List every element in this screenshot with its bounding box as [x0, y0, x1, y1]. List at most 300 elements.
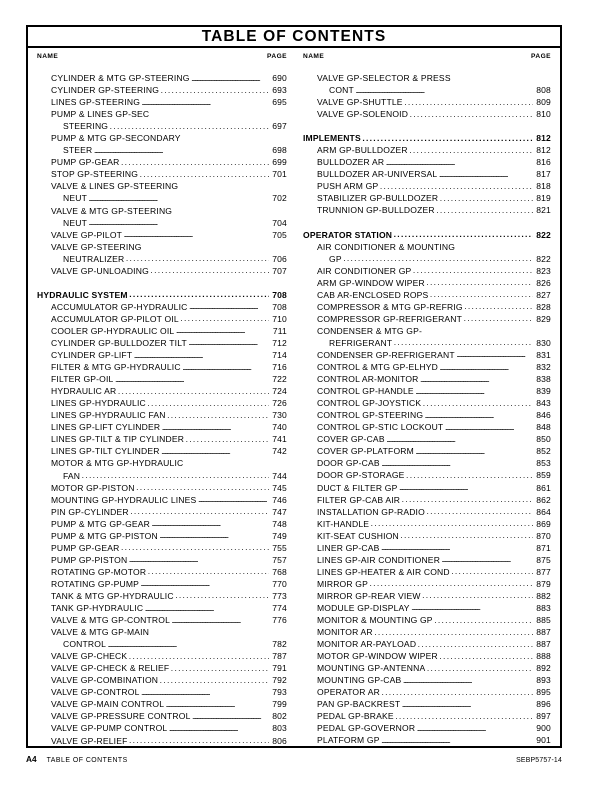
toc-entry-label: DUCT & FILTER GP [317, 482, 398, 493]
toc-leader-dots [430, 288, 533, 300]
toc-entry[interactable] [303, 108, 551, 120]
toc-entry[interactable] [37, 108, 287, 120]
toc-leader-dots [456, 348, 532, 360]
toc-entry[interactable] [303, 277, 551, 289]
toc-leader-dots [427, 662, 533, 674]
toc-leader-dots [417, 722, 533, 734]
toc-leader-dots [110, 120, 269, 132]
toc-entry[interactable] [37, 349, 287, 361]
toc-entry-page-number: 746 [272, 494, 287, 505]
toc-column-left [28, 48, 294, 747]
toc-leader-dots [343, 252, 532, 264]
toc-entry[interactable] [303, 241, 551, 253]
toc-entry-page-number: 742 [272, 446, 287, 457]
toc-leader-dots [124, 228, 269, 240]
toc-entry-label: CONTROL AR-MONITOR [317, 374, 419, 385]
toc-entry-label: LINES GP-HEATER & AIR COND [317, 566, 450, 577]
toc-entry[interactable] [303, 289, 551, 301]
toc-entry[interactable] [37, 168, 287, 180]
page-title: TABLE OF CONTENTS [201, 27, 387, 45]
toc-entry-page-number: 704 [272, 217, 287, 228]
toc-entry-label: OPERATOR STATION [303, 229, 393, 240]
toc-entry-page-number: 802 [272, 711, 287, 722]
toc-entry[interactable] [37, 433, 287, 445]
toc-entry[interactable] [303, 590, 551, 602]
toc-entry[interactable] [37, 205, 287, 217]
toc-entry[interactable] [37, 385, 287, 397]
toc-entry[interactable] [37, 361, 287, 373]
toc-entry-label: CONTROL GP-STEERING [317, 410, 424, 421]
toc-entry[interactable] [37, 192, 287, 204]
toc-leader-dots [380, 180, 533, 192]
toc-entry[interactable] [303, 542, 551, 554]
toc-entry-label: VALVE GP-PRESSURE CONTROL [51, 711, 191, 722]
toc-leader-dots [411, 601, 532, 613]
toc-leader-dots [130, 505, 268, 517]
toc-entry[interactable] [37, 530, 287, 542]
toc-leader-dots [126, 252, 269, 264]
toc-leader-dots [167, 409, 268, 421]
toc-entry[interactable] [37, 735, 287, 747]
toc-entry-page-number: 870 [536, 530, 551, 541]
toc-entry[interactable] [303, 421, 551, 433]
toc-entry-page-number: 701 [272, 169, 287, 180]
toc-entry[interactable] [303, 156, 551, 168]
page-title-bar [28, 27, 560, 48]
toc-entry[interactable] [37, 710, 287, 722]
toc-entry[interactable] [37, 482, 287, 494]
toc-entry-page-number: 714 [272, 350, 287, 361]
toc-entry-page-number: 787 [272, 651, 287, 662]
toc-entry-page-number: 826 [536, 277, 551, 288]
toc-leader-dots [394, 336, 533, 348]
toc-entry-page-number: 745 [272, 482, 287, 493]
toc-entry-page-number: 838 [536, 374, 551, 385]
toc-section-heading[interactable] [37, 289, 287, 301]
toc-entry[interactable] [37, 132, 287, 144]
toc-entry-label: MOUNTING GP-CAB [317, 675, 402, 686]
toc-entry[interactable] [303, 313, 551, 325]
toc-entry-label: CYLINDER GP-STEERING [51, 85, 160, 96]
toc-leader-dots [418, 638, 533, 650]
toc-leader-dots [89, 216, 269, 228]
toc-entry-label: PUMP & MTG GP-GEAR [51, 518, 151, 529]
toc-entry-label: DOOR GP-CAB [317, 458, 380, 469]
toc-entry[interactable] [303, 337, 551, 349]
toc-entry-page-number: 810 [536, 109, 551, 120]
toc-entry-label: NEUTRALIZER [63, 253, 125, 264]
toc-section-heading[interactable] [303, 132, 551, 144]
toc-entry-label: VALVE & LINES GP-STEERING [51, 181, 179, 192]
toc-leader-dots [362, 132, 532, 144]
toc-entry[interactable] [303, 349, 551, 361]
toc-entry-page-number: 710 [272, 313, 287, 324]
toc-entry[interactable] [37, 96, 287, 108]
toc-entry[interactable] [303, 72, 551, 84]
toc-entry[interactable] [303, 301, 551, 313]
toc-entry[interactable] [303, 482, 551, 494]
toc-entry-label: MONITOR & MOUNTING GP [317, 615, 433, 626]
toc-leader-dots [464, 312, 533, 324]
toc-entry-page-number: 695 [272, 97, 287, 108]
toc-entry[interactable] [37, 686, 287, 698]
toc-entry[interactable] [37, 313, 287, 325]
toc-entry-page-number: 832 [536, 362, 551, 373]
toc-entry[interactable] [37, 638, 287, 650]
toc-entry-page-number: 803 [272, 723, 287, 734]
toc-entry[interactable] [37, 144, 287, 156]
toc-entry[interactable] [303, 638, 551, 650]
toc-entry[interactable] [303, 530, 551, 542]
toc-entry[interactable] [37, 156, 287, 168]
toc-entry[interactable] [303, 698, 551, 710]
toc-leader-dots [386, 433, 532, 445]
toc-entry-page-number: 747 [272, 506, 287, 517]
toc-entry-page-number: 722 [272, 374, 287, 385]
toc-entry-label: PAN GP-BACKREST [317, 699, 401, 710]
toc-entry[interactable] [37, 229, 287, 241]
toc-leader-dots [166, 698, 269, 710]
toc-entry-page-number: 708 [272, 289, 287, 300]
toc-entry-page-number: 901 [536, 735, 551, 746]
toc-entry[interactable] [37, 120, 287, 132]
toc-entry[interactable] [303, 397, 551, 409]
toc-leader-dots [171, 662, 269, 674]
toc-entry-page-number: 828 [536, 301, 551, 312]
toc-leader-dots [191, 72, 268, 84]
toc-entry[interactable] [37, 421, 287, 433]
toc-entry[interactable] [303, 373, 551, 385]
toc-leader-dots [189, 300, 269, 312]
toc-entry[interactable] [37, 626, 287, 638]
toc-entry-page-number: 848 [536, 422, 551, 433]
toc-entry-label: TANK GP-HYDRAULIC [51, 603, 144, 614]
toc-leader-dots [445, 421, 533, 433]
toc-leader-dots [402, 698, 533, 710]
toc-leader-dots [374, 626, 532, 638]
toc-entry-page-number: 846 [536, 410, 551, 421]
toc-leader-dots [89, 192, 269, 204]
toc-entry[interactable] [303, 144, 551, 156]
toc-entry[interactable] [37, 217, 287, 229]
toc-entry[interactable] [303, 722, 551, 734]
toc-entry[interactable] [303, 662, 551, 674]
toc-leader-dots [426, 276, 532, 288]
column-header-page: PAGE [531, 53, 551, 60]
toc-entry[interactable] [37, 397, 287, 409]
toc-entry-label: AIR CONDITIONER GP [317, 265, 412, 276]
toc-entry-label: MOTOR GP-WINDOW WIPER [317, 651, 438, 662]
toc-entry-page-number: 859 [536, 470, 551, 481]
toc-leader-dots [198, 493, 269, 505]
toc-entry[interactable] [37, 180, 287, 192]
toc-entry-page-number: 817 [536, 169, 551, 180]
toc-entry-label: FAN [63, 470, 81, 481]
toc-entry-page-number: 812 [536, 133, 551, 144]
toc-entry[interactable] [37, 578, 287, 590]
toc-leader-dots [451, 565, 532, 577]
toc-leader-dots [381, 457, 532, 469]
toc-entry-label: LINER GP-CAB [317, 542, 380, 553]
toc-entry-label: ARM GP-WINDOW WIPER [317, 277, 425, 288]
toc-entry-label: MOUNTING GP-HYDRAULIC LINES [51, 494, 197, 505]
toc-entry[interactable] [303, 253, 551, 265]
toc-entry[interactable] [37, 373, 287, 385]
toc-entry-page-number: 888 [536, 651, 551, 662]
toc-entry[interactable] [37, 674, 287, 686]
toc-entry-page-number: 768 [272, 566, 287, 577]
toc-entry[interactable] [37, 337, 287, 349]
toc-entry-page-number: 869 [536, 518, 551, 529]
toc-entry-label: HYDRAULIC SYSTEM [37, 289, 128, 300]
toc-entry[interactable] [303, 469, 551, 481]
toc-leader-dots [172, 614, 269, 626]
toc-entry-label: MIRROR GP-REAR VIEW [317, 590, 421, 601]
toc-entry[interactable] [303, 84, 551, 96]
toc-entry-page-number: 816 [536, 157, 551, 168]
toc-entry-page-number: 875 [536, 554, 551, 565]
toc-entry-label: CONDENSER & MTG GP- [317, 325, 423, 336]
toc-entry-page-number: 716 [272, 362, 287, 373]
toc-entry[interactable] [37, 494, 287, 506]
toc-leader-dots [423, 397, 533, 409]
toc-leader-dots [409, 144, 532, 156]
toc-entry[interactable] [37, 325, 287, 337]
toc-entry[interactable] [37, 470, 287, 482]
toc-entry-page-number: 812 [536, 145, 551, 156]
toc-leader-dots [440, 192, 533, 204]
toc-entry-page-number: 862 [536, 494, 551, 505]
toc-entry-page-number: 827 [536, 289, 551, 300]
toc-entry[interactable] [303, 204, 551, 216]
toc-entry-label: PUSH ARM GP [317, 181, 379, 192]
toc-entry-label: TANK & MTG GP-HYDRAULIC [51, 590, 174, 601]
toc-entry-label: COMPRESSOR & MTG GP-REFRIG [317, 301, 463, 312]
toc-entry[interactable] [303, 325, 551, 337]
toc-entry[interactable] [37, 722, 287, 734]
toc-entry-page-number: 711 [272, 325, 287, 336]
toc-entry-page-number: 730 [272, 410, 287, 421]
toc-leader-dots [406, 469, 532, 481]
toc-entry-label: ROTATING GP-PUMP [51, 578, 140, 589]
footer-document-title: TABLE OF CONTENTS [46, 757, 128, 764]
toc-entry-label: MOUNTING GP-ANTENNA [317, 663, 426, 674]
toc-leader-dots [140, 168, 269, 180]
toc-entry-page-number: 776 [272, 615, 287, 626]
toc-leader-dots [188, 336, 268, 348]
toc-entry-label: VALVE GP-SELECTOR & PRESS [317, 73, 451, 83]
toc-entry-page-number: 755 [272, 542, 287, 553]
toc-entry-page-number: 749 [272, 530, 287, 541]
toc-entry[interactable] [37, 301, 287, 313]
toc-entry[interactable] [303, 361, 551, 373]
toc-entry-page-number: 883 [536, 602, 551, 613]
toc-entry[interactable] [303, 602, 551, 614]
toc-entry[interactable] [303, 457, 551, 469]
toc-entry-label: FILTER & MTG GP-HYDRAULIC [51, 362, 181, 373]
toc-entry-page-number: 850 [536, 434, 551, 445]
toc-entry-page-number: 843 [536, 398, 551, 409]
toc-entry[interactable] [37, 566, 287, 578]
toc-entry-page-number: 829 [536, 313, 551, 324]
toc-entry-label: COOLER GP-HYDRAULIC OIL [51, 325, 175, 336]
toc-entry-label: MONITOR AR-PAYLOAD [317, 639, 417, 650]
toc-entry[interactable] [303, 385, 551, 397]
table-of-contents-frame [26, 25, 562, 748]
toc-entry[interactable] [303, 506, 551, 518]
toc-entry-label: PUMP & LINES GP-SEC [51, 109, 150, 120]
toc-entry[interactable] [303, 554, 551, 566]
toc-entry-label: STOP GP-STEERING [51, 169, 139, 180]
toc-entry[interactable] [303, 265, 551, 277]
toc-entry[interactable] [303, 445, 551, 457]
toc-entry[interactable] [37, 409, 287, 421]
toc-entry-label: IMPLEMENTS [303, 133, 361, 144]
toc-entry[interactable] [303, 578, 551, 590]
toc-entry[interactable] [37, 445, 287, 457]
toc-entry[interactable] [303, 674, 551, 686]
toc-entry-label: ARM GP-BULLDOZER [317, 145, 408, 156]
toc-leader-dots [436, 204, 532, 216]
toc-leader-dots [148, 565, 269, 577]
toc-entry-page-number: 897 [536, 711, 551, 722]
toc-entry-page-number: 871 [536, 542, 551, 553]
toc-entry-label: MONITOR AR [317, 627, 373, 638]
toc-entry-page-number: 808 [536, 85, 551, 96]
toc-entry[interactable] [303, 686, 551, 698]
toc-entry[interactable] [37, 590, 287, 602]
toc-entry-label: CONTROL [63, 639, 107, 650]
toc-leader-dots [118, 385, 269, 397]
toc-entry-page-number: 707 [272, 265, 287, 276]
toc-leader-dots [434, 614, 532, 626]
toc-leader-dots [162, 421, 269, 433]
toc-entry[interactable] [37, 84, 287, 96]
toc-entry[interactable] [303, 650, 551, 662]
toc-entry[interactable] [303, 626, 551, 638]
toc-entry-label: DOOR GP-STORAGE [317, 470, 405, 481]
toc-entry[interactable] [37, 662, 287, 674]
toc-entry[interactable] [303, 192, 551, 204]
toc-entry-label: LINES GP-TILT & TIP CYLINDER [51, 434, 185, 445]
toc-entry[interactable] [303, 734, 551, 746]
toc-entry[interactable] [303, 168, 551, 180]
toc-leader-dots [161, 84, 269, 96]
toc-entry-label: CYLINDER GP-LIFT [51, 350, 133, 361]
toc-leader-dots [121, 156, 269, 168]
toc-entry-label: CONTROL GP-HANDLE [317, 386, 414, 397]
toc-entry-label: MODULE GP-DISPLAY [317, 602, 410, 613]
toc-entry-label: VALVE GP-MAIN CONTROL [51, 699, 165, 710]
toc-leader-dots [108, 638, 269, 650]
toc-entry[interactable] [37, 518, 287, 530]
toc-entry-label: FILTER GP-CAB AIR [317, 494, 401, 505]
toc-entry-page-number: 782 [272, 639, 287, 650]
toc-entry[interactable] [37, 506, 287, 518]
toc-leader-dots [425, 409, 533, 421]
toc-entry[interactable] [37, 614, 287, 626]
toc-entry-label: MOTOR & MTG GP-HYDRAULIC [51, 458, 184, 469]
toc-entry-list-right [303, 72, 551, 747]
toc-leader-dots [129, 288, 268, 300]
toc-leader-dots [395, 710, 532, 722]
toc-entry[interactable] [303, 614, 551, 626]
toc-entry-label: PLATFORM GP [317, 735, 380, 746]
toc-entry-label: PEDAL GP-BRAKE [317, 711, 394, 722]
toc-entry-page-number: 726 [272, 398, 287, 409]
toc-entry-label: ACCUMULATOR GP-HYDRAULIC [51, 301, 188, 312]
toc-leader-dots [399, 481, 533, 493]
toc-leader-dots [192, 710, 268, 722]
toc-entry-page-number: 770 [272, 578, 287, 589]
toc-entry-label: CAB AR-ENCLOSED ROPS [317, 289, 429, 300]
toc-entry[interactable] [303, 409, 551, 421]
column-header-left [37, 53, 287, 60]
toc-leader-dots [145, 602, 269, 614]
toc-entry-label: CYLINDER GP-BULLDOZER TILT [51, 337, 187, 348]
toc-entry[interactable] [303, 180, 551, 192]
toc-leader-dots [381, 734, 532, 746]
toc-entry[interactable] [37, 72, 287, 84]
toc-entry[interactable] [303, 566, 551, 578]
toc-entry-page-number: 757 [272, 554, 287, 565]
toc-entry[interactable] [37, 698, 287, 710]
toc-leader-dots [415, 385, 532, 397]
toc-entry-page-number: 697 [272, 121, 287, 132]
toc-leader-dots [370, 577, 533, 589]
toc-entry-label: VALVE GP-CHECK [51, 651, 128, 662]
toc-entry[interactable] [37, 554, 287, 566]
toc-leader-dots [371, 517, 533, 529]
toc-entry-label: LINES GP-STEERING [51, 97, 141, 108]
toc-entry[interactable] [303, 96, 551, 108]
toc-entry-label: VALVE & MTG GP-STEERING [51, 205, 173, 216]
toc-entry[interactable] [37, 542, 287, 554]
toc-leader-dots [175, 589, 268, 601]
toc-entry[interactable] [303, 710, 551, 722]
toc-entry-label: STEER [63, 145, 93, 156]
toc-entry-page-number: 773 [272, 590, 287, 601]
toc-leader-dots [415, 445, 532, 457]
toc-leader-dots [150, 264, 268, 276]
toc-section-heading[interactable] [303, 229, 551, 241]
toc-leader-dots [169, 722, 269, 734]
toc-leader-dots [180, 312, 268, 324]
toc-leader-dots [404, 96, 532, 108]
toc-entry-label: VALVE GP-PILOT [51, 229, 123, 240]
toc-entry-label: PUMP GP-GEAR [51, 542, 120, 553]
toc-entry[interactable] [37, 253, 287, 265]
toc-entry-page-number: 712 [272, 337, 287, 348]
toc-entry-page-number: 893 [536, 675, 551, 686]
toc-entry[interactable] [37, 602, 287, 614]
toc-entry[interactable] [303, 518, 551, 530]
toc-entry-page-number: 831 [536, 349, 551, 360]
toc-entry-page-number: 861 [536, 482, 551, 493]
toc-entry[interactable] [303, 433, 551, 445]
toc-entry[interactable] [37, 241, 287, 253]
toc-entry-page-number: 882 [536, 590, 551, 601]
toc-entry-label: VALVE GP-SHUTTLE [317, 97, 403, 108]
toc-entry-label: PUMP GP-GEAR [51, 157, 120, 168]
toc-entry[interactable] [37, 265, 287, 277]
toc-leader-dots [115, 373, 269, 385]
toc-leader-dots [439, 650, 532, 662]
toc-entry[interactable] [37, 650, 287, 662]
toc-leader-dots [129, 734, 269, 746]
toc-entry[interactable] [303, 494, 551, 506]
toc-entry[interactable] [37, 457, 287, 469]
